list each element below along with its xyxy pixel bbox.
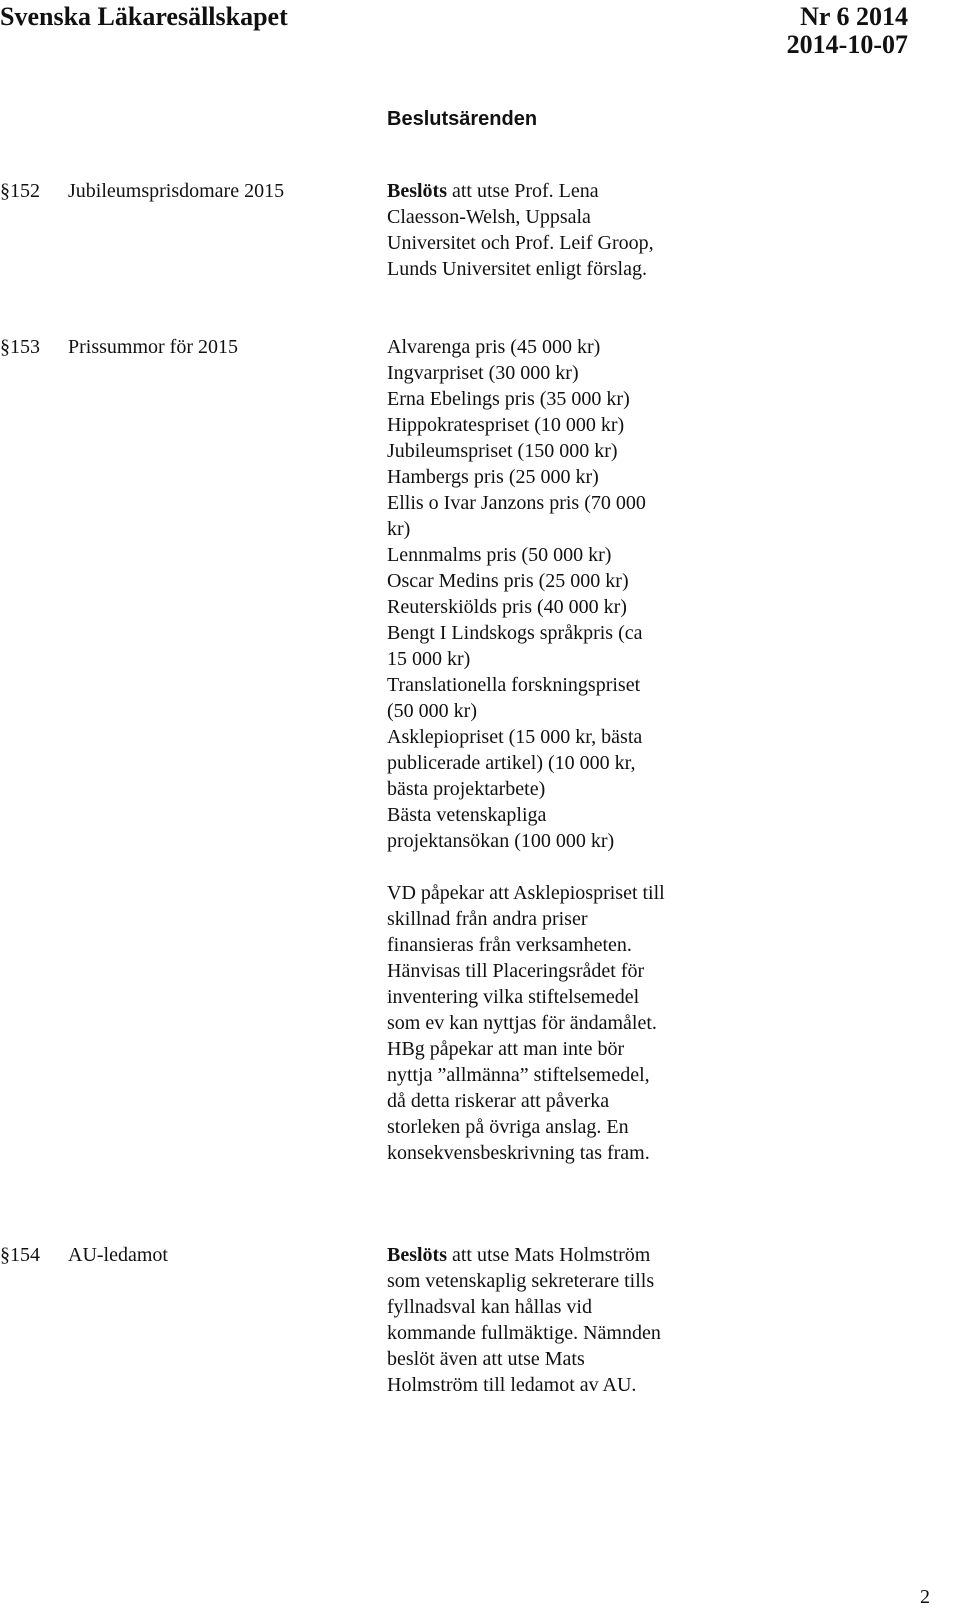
note-line: Hänvisas till Placeringsrådet för: [387, 960, 645, 982]
page-number: 2: [920, 1586, 930, 1608]
note-line: VD påpekar att Asklepiospriset till: [387, 882, 665, 904]
item-number: §154: [0, 1244, 40, 1266]
note-line: konsekvensbeskrivning tas fram.: [387, 1142, 650, 1164]
decision-line: Lunds Universitet enligt förslag.: [387, 258, 647, 280]
decision-line: som vetenskaplig sekreterare tills: [387, 1270, 655, 1292]
prize-list: [387, 334, 717, 1166]
prize-line: Oscar Medins pris (25 000 kr): [387, 570, 629, 592]
decision-keyword: Beslöts: [387, 1244, 447, 1266]
item-number: §152: [0, 180, 40, 202]
prize-line: Hippokratespriset (10 000 kr): [387, 414, 625, 436]
prize-line: projektansökan (100 000 kr): [387, 830, 615, 852]
decision-line: beslöt även att utse Mats: [387, 1348, 585, 1370]
prize-line: publicerade artikel) (10 000 kr,: [387, 752, 636, 774]
prize-line: Reuterskiölds pris (40 000 kr): [387, 596, 627, 618]
item-title: AU-ledamot: [68, 1244, 168, 1266]
paragraph-gap: [387, 854, 717, 880]
decision-line: kommande fullmäktige. Nämnden: [387, 1322, 661, 1344]
prize-line: kr): [387, 518, 411, 540]
decision-line: Claesson-Welsh, Uppsala: [387, 206, 591, 228]
decision-keyword: Beslöts: [387, 180, 447, 202]
note-line: skillnad från andra priser: [387, 908, 588, 930]
note-line: HBg påpekar att man inte bör: [387, 1038, 625, 1060]
prize-line: Asklepiopriset (15 000 kr, bästa: [387, 726, 643, 748]
prize-line: Bengt I Lindskogs språkpris (ca: [387, 622, 643, 644]
prize-line: Ingvarpriset (30 000 kr): [387, 362, 579, 384]
decision-line: fyllnadsval kan hållas vid: [387, 1296, 592, 1318]
decision-line: Holmström till ledamot av AU.: [387, 1374, 637, 1396]
meeting-date: 2014-10-07: [786, 30, 908, 59]
item-decision: [387, 1242, 717, 1398]
prize-line: Bästa vetenskapliga: [387, 804, 547, 826]
prize-line: bästa projektarbete): [387, 778, 546, 800]
issue-number: Nr 6 2014: [800, 2, 908, 31]
prize-line: Lennmalms pris (50 000 kr): [387, 544, 612, 566]
note-line: nyttja ”allmänna” stiftelsemedel,: [387, 1064, 650, 1086]
decision-text: att utse Mats Holmström: [447, 1244, 651, 1266]
item-title: Jubileumsprisdomare 2015: [68, 180, 285, 202]
item-title: Prissummor för 2015: [68, 336, 238, 358]
prize-line: Ellis o Ivar Janzons pris (70 000: [387, 492, 646, 514]
prize-line: 15 000 kr): [387, 648, 471, 670]
item-decision: [387, 178, 717, 282]
decision-line: [387, 1242, 717, 1268]
prize-line: Translationella forskningspriset: [387, 674, 641, 696]
note-line: finansieras från verksamheten.: [387, 934, 632, 956]
decision-line: [387, 178, 717, 204]
decision-line: Universitet och Prof. Leif Groop,: [387, 232, 654, 254]
note-line: inventering vilka stiftelsemedel: [387, 986, 640, 1008]
note-line: storleken på övriga anslag. En: [387, 1116, 629, 1138]
prize-line: Jubileumspriset (150 000 kr): [387, 440, 618, 462]
note-line: då detta riskerar att påverka: [387, 1090, 610, 1112]
decision-text: att utse Prof. Lena: [447, 180, 599, 202]
prize-line: Erna Ebelings pris (35 000 kr): [387, 388, 630, 410]
organization-name: Svenska Läkaresällskapet: [0, 2, 288, 31]
section-heading: Beslutsärenden: [387, 108, 538, 130]
prize-line: Alvarenga pris (45 000 kr): [387, 336, 601, 358]
prize-line: Hambergs pris (25 000 kr): [387, 466, 599, 488]
prize-line: (50 000 kr): [387, 700, 477, 722]
item-number: §153: [0, 336, 40, 358]
note-line: som ev kan nyttjas för ändamålet.: [387, 1012, 657, 1034]
